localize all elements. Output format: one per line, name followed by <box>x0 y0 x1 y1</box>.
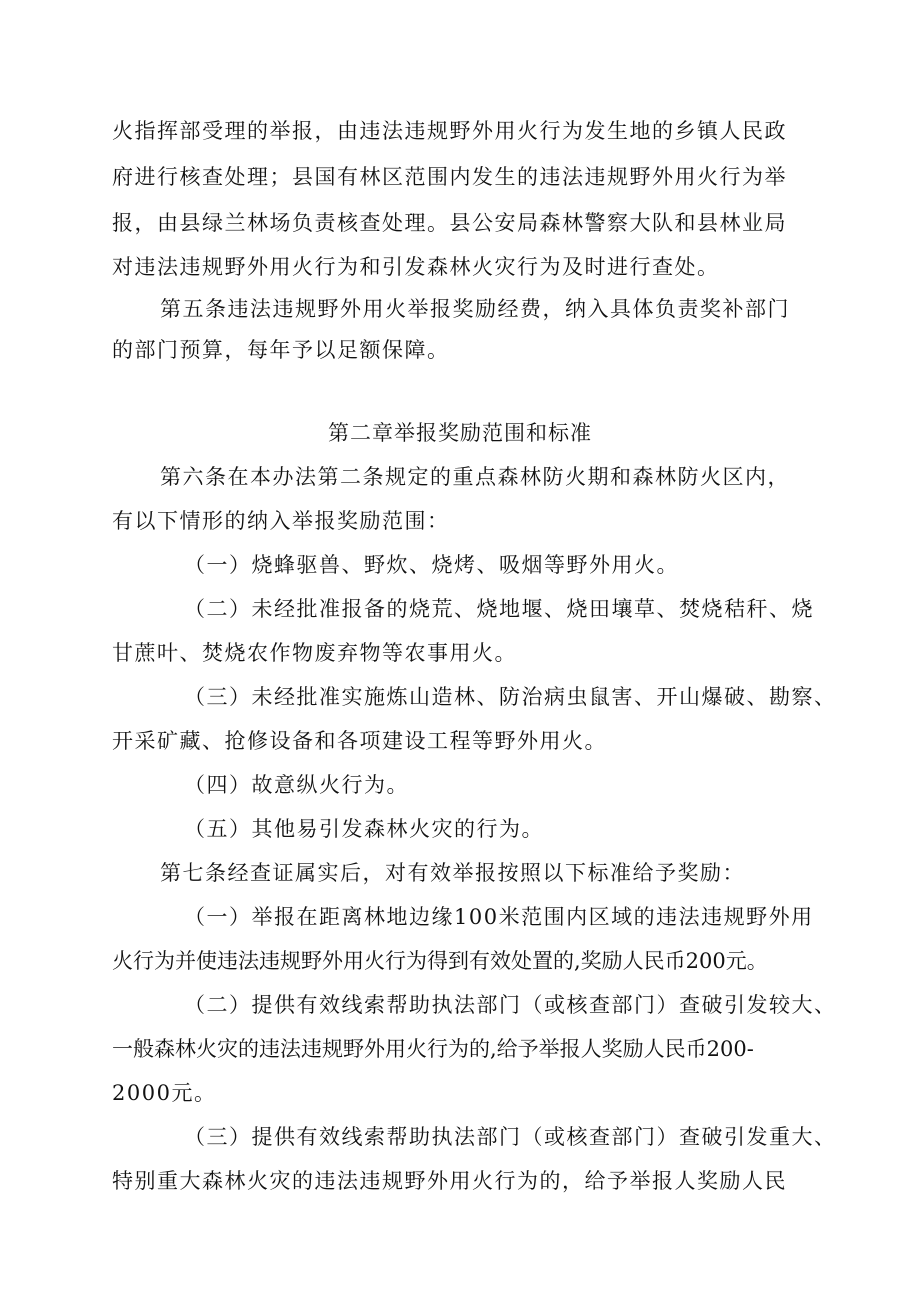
chapter-heading: 第二章举报奖励范围和标准 <box>328 421 592 445</box>
list-item: （二）提供有效线索帮助执法部门（或核查部门）查破引发较大、 <box>184 993 837 1017</box>
list-item: （三）未经批准实施炼山造林、防治病虫鼠害、开山爆破、勘察、 <box>184 685 837 709</box>
list-item: （一）举报在距离林地边缘100米范围内区域的违法违规野外用 <box>184 905 814 929</box>
body-text-line: 特别重大森林火灾的违法违规野外用火行为的，给予举报人奖励人民 <box>112 1169 787 1193</box>
body-text-line: 有以下情形的纳入举报奖励范围： <box>112 509 450 533</box>
body-text-line: 一般森林火灾的违法违规野外用火行为的,给予举报人奖励人民币200- <box>112 1037 754 1061</box>
list-item: （二）未经批准报备的烧荒、烧地堰、烧田壤草、焚烧秸秆、烧 <box>184 597 814 621</box>
body-text-line: 报，由县绿兰林场负责核查处理。县公安局森林警察大队和县林业局 <box>112 211 787 235</box>
list-item: （四）故意纵火行为。 <box>184 773 409 797</box>
article-5-text: 第五条违法违规野外用火举报奖励经费，纳入具体负责奖补部门 <box>160 297 790 321</box>
body-text-line: 2000元。 <box>112 1081 217 1105</box>
body-text-line: 甘蔗叶、焚烧农作物废弃物等农事用火。 <box>112 641 517 665</box>
body-text-line: 火行为并使违法违规野外用火行为得到有效处置的,奖励人民币200元。 <box>112 949 768 973</box>
body-text-line: 火指挥部受理的举报，由违法违规野外用火行为发生地的乡镇人民政 <box>112 119 787 143</box>
body-text-line: 对违法违规野外用火行为和引发森林火灾行为及时进行查处。 <box>112 255 720 279</box>
body-text-line: 的部门预算，每年予以足额保障。 <box>112 338 450 362</box>
list-item: （三）提供有效线索帮助执法部门（或核查部门）查破引发重大、 <box>184 1125 837 1149</box>
list-item: （五）其他易引发森林火灾的行为。 <box>184 817 544 841</box>
article-6-text: 第六条在本办法第二条规定的重点森林防火期和森林防火区内， <box>160 465 790 489</box>
list-item: （一）烧蜂驱兽、野炊、烧烤、吸烟等野外用火。 <box>184 553 679 577</box>
article-7-text: 第七条经查证属实后，对有效举报按照以下标准给予奖励： <box>160 861 745 885</box>
body-text-line: 府进行核查处理；县国有林区范围内发生的违法违规野外用火行为举 <box>112 165 787 189</box>
body-text-line: 开采矿藏、抢修设备和各项建设工程等野外用火。 <box>112 729 607 753</box>
